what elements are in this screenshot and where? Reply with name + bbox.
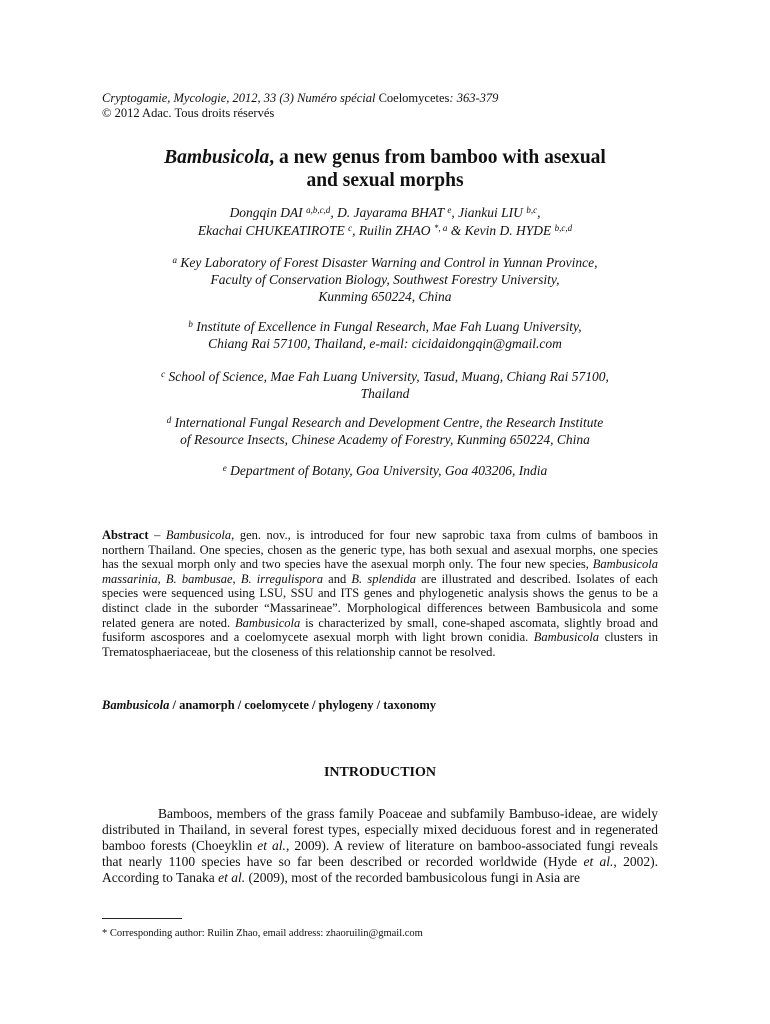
affiliation-line: $^e$ Department of Botany, Goa University, Goa 403206, India — [222, 463, 548, 478]
author-affiliation-mark: b,c,d — [554, 223, 573, 233]
affiliation-mark: a — [172, 255, 177, 265]
section-heading-introduction: INTRODUCTION — [323, 765, 436, 780]
abstract-segment: – — [148, 528, 166, 542]
author-line — [60, 222, 710, 240]
introduction-segment: et al. — [257, 838, 286, 853]
author-name: Kevin D. HYDE — [464, 223, 555, 238]
author-separator: , — [352, 223, 359, 238]
abstract-segment: B. splendida — [351, 571, 416, 586]
author-name: Dongqin DAI — [229, 205, 307, 220]
abstract-segment: B. irregulispora — [240, 571, 323, 586]
affiliation-line: Thailand — [360, 386, 410, 401]
author-name: Jiankui LIU — [458, 205, 527, 220]
author-name: D. Jayarama BHAT — [337, 205, 448, 220]
introduction-paragraph — [102, 806, 658, 886]
affiliation-mark: c — [161, 369, 166, 379]
affiliation-a — [90, 254, 680, 305]
footnote-rule — [102, 918, 182, 919]
affiliation-line: $^b$ Institute of Excellence in Fungal Research, Mae Fah Luang University, — [188, 319, 582, 334]
abstract — [102, 528, 658, 659]
journal-header — [102, 91, 682, 121]
affiliation-e — [90, 462, 680, 479]
abstract-segment: Bambusicola — [165, 528, 232, 542]
abstract-segment: Bambusicola — [533, 630, 600, 645]
introduction-segment: Bamboos, members of the grass family Poaceae and subfamily Bambuso-ideae, are widely distributed in Thailand, in several forest types, especially mixed deciduous forest and in regenerated bamboo forests (Choeyklin — [102, 806, 658, 853]
author-name: Ekachai CHUKEATIROTE — [197, 223, 349, 238]
author-separator: , — [330, 205, 338, 220]
abstract-segment: , gen. nov., is introduced for four new saprobic taxa from culms of bamboos in northern Thailand. One species, chosen as the generic type, has both sexual and asexual morphs, one species has the sexual morph only and two species have the asexual morph only. The four new species, — [102, 528, 658, 572]
affiliation-line: Faculty of Conservation Biology, Southwest Forestry University, — [210, 272, 560, 287]
author-affiliation-mark: *, a — [433, 223, 448, 233]
abstract-segment: , — [157, 571, 166, 586]
affiliation-line: Kunming 650224, China — [318, 289, 452, 304]
keywords: Bambusicola / anamorph / coelomycete / phylogeny / taxonomy — [102, 698, 437, 712]
footnote: * Corresponding author: Ruilin Zhao, email address: zhaoruilin@gmail.com — [102, 928, 423, 939]
affiliation-line: $^c$ School of Science, Mae Fah Luang University, Tasud, Muang, Chiang Rai 57100, — [161, 369, 609, 384]
affiliation-line: $^d$ International Fungal Research and Development Centre, the Research Institute — [166, 415, 604, 430]
author-affiliation-mark: c — [348, 223, 353, 233]
author-separator: , — [537, 205, 541, 220]
paper-title: Bambusicola, a new genus from bamboo with asexual and sexual morphs — [164, 147, 606, 191]
abstract-segment: clusters in Trematosphaeriaceae, but the closeness of this relationship cannot be resolved. — [102, 630, 658, 659]
author-affiliation-mark: e — [447, 205, 452, 215]
author-separator: , — [451, 205, 459, 220]
affiliation-b — [90, 318, 680, 352]
affiliation-line: Chiang Rai 57100, Thailand, e-mail: cicidaidongqin@gmail.com — [208, 336, 562, 351]
affiliation-c — [90, 368, 680, 402]
title-genus: Bambusicola — [164, 147, 270, 168]
author-affiliation-mark: b,c — [526, 205, 538, 215]
author-line — [60, 204, 710, 222]
abstract-segment: B. bambusae — [165, 571, 233, 586]
abstract-segment: , — [232, 571, 241, 586]
abstract-label: Abstract — [102, 528, 149, 542]
abstract-segment: is characterized by small, cone-shaped ascomata, slightly broad and fusiform ascospores and a coelomycete asexual morph with light brown conidia. — [102, 615, 658, 645]
affiliation-mark: d — [166, 415, 172, 425]
affiliation-mark: b — [188, 319, 193, 329]
introduction-segment: et al. — [583, 854, 614, 869]
affiliation-d — [90, 414, 680, 448]
author-separator: & — [447, 223, 465, 238]
abstract-segment: Bambusicola — [235, 615, 301, 630]
author-list — [60, 204, 710, 240]
introduction-segment: (2009), most of the recorded bambusicolous fungi in Asia are — [245, 870, 580, 885]
introduction-segment: , 2009). A review of literature on bamboo-associated fungi reveals that nearly 1100 species have so far been described or recorded worldwide (Hyde — [102, 838, 658, 869]
abstract-segment: Bambusicola massarinia — [102, 557, 658, 586]
copyright-line: © 2012 Adac. Tous droits réservés — [102, 106, 275, 120]
affiliation-mark: e — [222, 463, 227, 473]
introduction-segment: , 2002). According to Tanaka — [102, 854, 659, 885]
author-affiliation-mark: a,b,c,d — [306, 205, 331, 215]
abstract-body — [102, 528, 658, 659]
abstract-segment: and — [323, 571, 352, 586]
affiliation-line: $^a$ Key Laboratory of Forest Disaster Warning and Control in Yunnan Province, — [172, 255, 598, 270]
affiliation-line: of Resource Insects, Chinese Academy of Forestry, Kunming 650224, China — [180, 432, 590, 447]
introduction-segment: et al. — [218, 870, 246, 885]
author-name: Ruilin ZHAO — [358, 223, 434, 238]
journal-citation: Cryptogamie, Mycologie, 2012, 33 (3) Numéro spécial Coelomycetes: 363-379 — [102, 91, 499, 105]
abstract-segment: are illustrated and described. Isolates of each species were sequenced using LSU, SSU and ITS genes and phylogenetic analysis shows the genus to be a distinct clade in the suborder “Massarineae”. Morphological differences between Bambusicola and some related genera are noted. — [102, 571, 658, 630]
